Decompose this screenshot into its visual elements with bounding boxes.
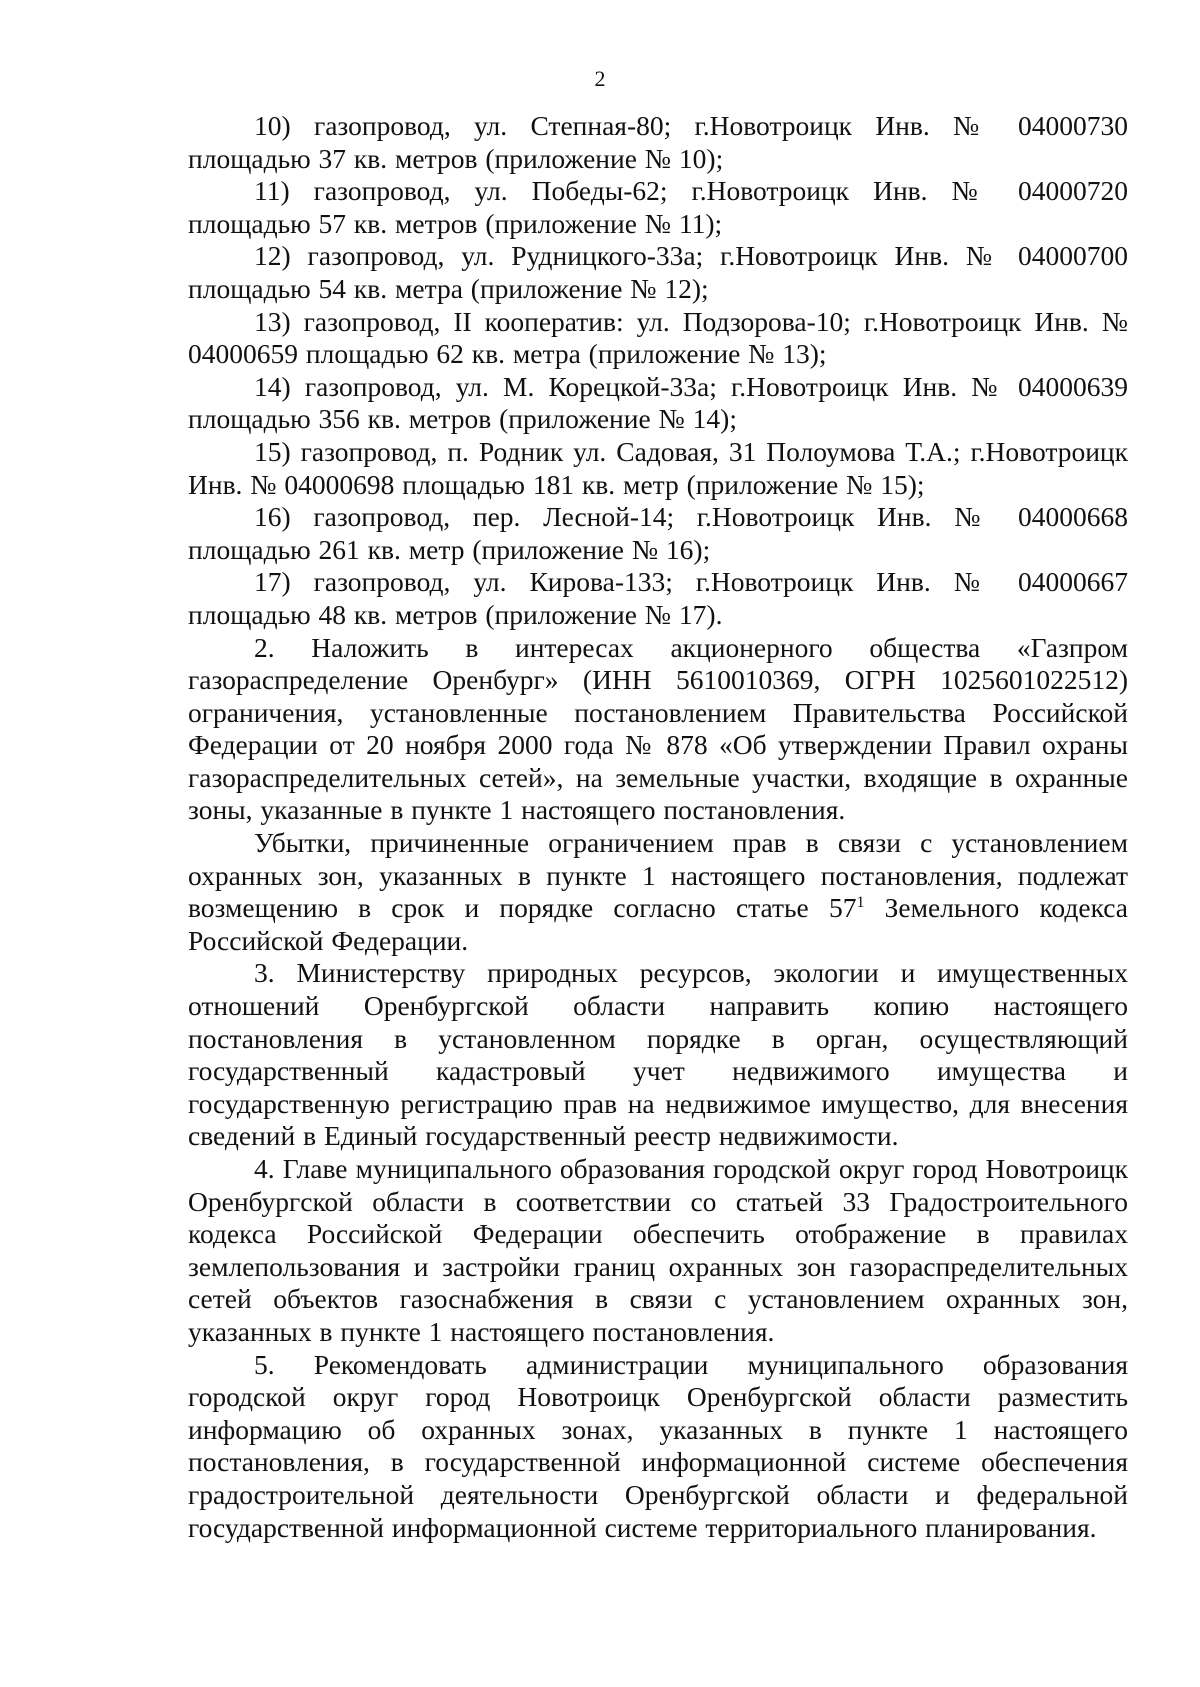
list-item-11: 11) газопровод, ул. Победы-62; г.Новотроицк Инв. № 04000720 площадью 57 кв. метров (приложение № 11); [188, 175, 1128, 239]
list-item-13: 13) газопровод, II кооператив: ул. Подзорова-10; г.Новотроицк Инв. № 04000659 площадью 62 кв. метра (приложение № 13); [188, 305, 1128, 370]
clause-4-paragraph: 4. Главе муниципального образования городской округ город Новотроицк Оренбургской области в соответствии со статьей 33 Градостроительного кодекса Российской Федерации обеспечить отображение в правилах землепользования и застройки границ охранных зон газораспределительных сетей объектов газоснабжения в связи с установлением охранных зон, указанных в пункте 1 настоящего постановления. [188, 1153, 1128, 1347]
list-item-10: 10) газопровод, ул. Степная-80; г.Новотроицк Инв. № 04000730 площадью 37 кв. метров (приложение № 10); [188, 110, 1128, 174]
losses-text-after: Земельного кодекса Российской Федерации. [188, 892, 1128, 956]
page-number: 2 [594, 66, 606, 91]
losses-text-before: Убытки, причиненные ограничением прав в связи с установлением охранных зон, указанных в пункте 1 настоящего постановления, подлежат возмещению в срок и порядке согласно статье [188, 827, 1128, 924]
article-number: 57 [828, 892, 857, 924]
clause-3-paragraph: 3. Министерству природных ресурсов, экологии и имущественных отношений Оренбургской области направить копию настоящего постановления в установленном порядке в орган, осуществляющий государственный кадастровый учет недвижимого имущества и государственную регистрацию прав на недвижимое имущество, для внесения сведений в Единый государственный реестр недвижимости. [188, 957, 1128, 1152]
list-item-16: 16) газопровод, пер. Лесной-14; г.Новотроицк Инв. № 04000668 площадью 261 кв. метр (приложение № 16); [188, 501, 1128, 565]
clause-5-paragraph: 5. Рекомендовать администрации муниципального образования городской округ город Новотроицк Оренбургской области разместить информацию об охранных зонах, указанных в пункте 1 настоящего постановления, в государственной информационной системе обеспечения градостроительной деятельности Оренбургской области и федеральной государственной информационной системе территориального планирования. [188, 1348, 1128, 1543]
list-item-17: 17) газопровод, ул. Кирова-133; г.Новотроицк Инв. № 04000667 площадью 48 кв. метров (приложение № 17). [188, 566, 1128, 630]
clause-2-paragraph: 2. Наложить в интересах акционерного общества «Газпром газораспределение Оренбург» (ИНН 5610010369, ОГРН 1025601022512) ограничения, установленные постановлением Правительства Российской Федерации от 20 ноября 2000 года № 878 «Об утверждении Правил охраны газораспределительных сетей», на земельные участки, входящие в охранные зоны, указанные в пункте 1 настоящего постановления. [188, 631, 1128, 826]
losses-paragraph [188, 827, 1128, 957]
document-body [188, 110, 1128, 1544]
article-superscript: 1 [856, 894, 865, 912]
list-item-12: 12) газопровод, ул. Рудницкого-33а; г.Новотроицк Инв. № 04000700 площадью 54 кв. метра (приложение № 12); [188, 240, 1128, 304]
list-item-15: 15) газопровод, п. Родник ул. Садовая, 31 Полоумова Т.А.; г.Новотроицк Инв. № 04000698 площадью 181 кв. метр (приложение № 15); [188, 435, 1128, 500]
list-item-14: 14) газопровод, ул. М. Корецкой-33а; г.Новотроицк Инв. № 04000639 площадью 356 кв. метров (приложение № 14); [188, 370, 1128, 435]
